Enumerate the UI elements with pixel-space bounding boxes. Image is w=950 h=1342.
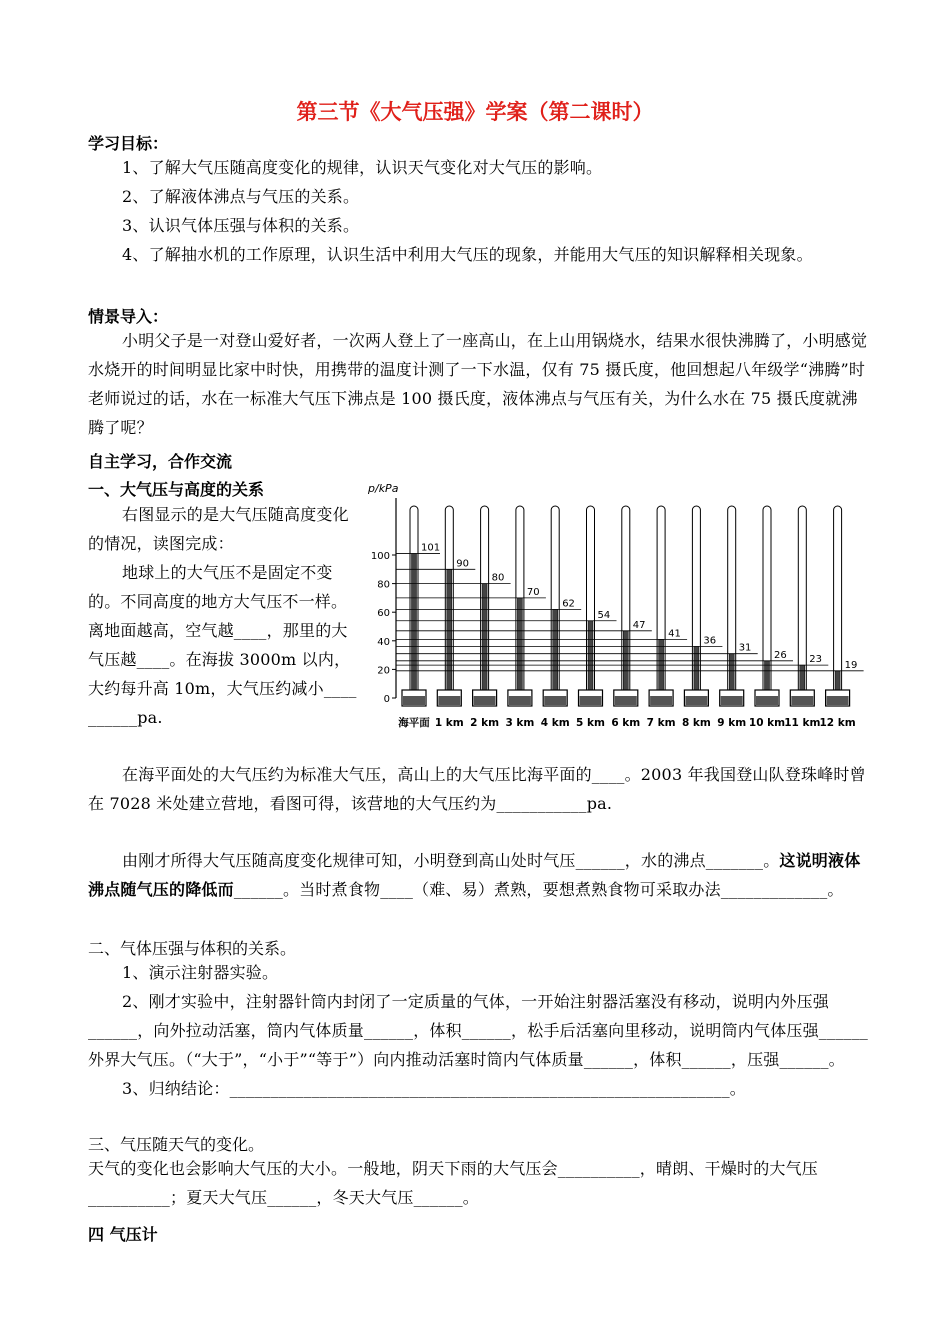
value-label: 41 bbox=[668, 628, 681, 640]
mercury-dish-fill bbox=[403, 696, 425, 705]
pressure-bar bbox=[482, 584, 487, 704]
value-label: 54 bbox=[597, 609, 611, 621]
scene-text: 小明父子是一对登山爱好者，一次两人登上了一座高山，在上山用锅烧水，结果水很快沸腾了，小明感觉水烧开的时间明显比家中时快，用携带的温度计测了一下水温，仅有 75 摄氏度，他回想起八年级学“沸腾”时老师说过的话，水在一标准大气压下沸点是 100 摄氏度，液体沸点与气压有关，为什么水在 75 摄氏度就沸腾了呢？ bbox=[88, 331, 868, 437]
x-category-label: 9 km bbox=[717, 717, 747, 729]
x-category-label: 3 km bbox=[505, 717, 535, 729]
value-label: 101 bbox=[421, 542, 441, 554]
goal-item: 4、了解抽水机的工作原理，认识生活中利用大气压的现象，并能用大气压的知识解释相关现象。 bbox=[122, 245, 813, 264]
x-category-label: 5 km bbox=[576, 717, 605, 729]
section2-heading: 二、气体压强与体积的关系。 bbox=[88, 939, 297, 958]
value-label: 26 bbox=[774, 649, 787, 661]
value-label: 31 bbox=[738, 642, 752, 654]
value-label: 23 bbox=[809, 654, 823, 666]
syringe-item-1: 1、演示注射器实验。 bbox=[122, 963, 279, 982]
value-label: 70 bbox=[526, 586, 540, 598]
mercury-dish-fill bbox=[685, 696, 707, 705]
section4-heading: 四 气压计 bbox=[88, 1225, 158, 1244]
mercury-dish-fill bbox=[544, 696, 566, 705]
x-category-label: 7 km bbox=[646, 717, 676, 729]
x-category-label: 8 km bbox=[681, 717, 711, 729]
value-label: 19 bbox=[844, 659, 858, 671]
mercury-dish-fill bbox=[509, 696, 531, 705]
mercury-dish-fill bbox=[615, 696, 637, 705]
value-label: 47 bbox=[632, 619, 646, 631]
goals-heading: 学习目标： bbox=[88, 134, 169, 153]
mercury-dish-fill bbox=[791, 696, 813, 705]
value-label: 36 bbox=[703, 635, 717, 647]
y-axis-label: p/kPa bbox=[368, 482, 399, 495]
pressure-altitude-chart bbox=[366, 478, 866, 738]
altitude-fill-text: 地球上的大气压不是固定不变的。不同高度的地方大气压不一样。离地面越高，空气越____，那里的大气压越____。在海拔 3000m 以内，大约每升高 10m，大气压约减小__________pa. bbox=[88, 563, 357, 727]
boiling-text-c: ______。当时煮食物____（难、易）煮熟，要想煮熟食物可采取办法_____________。 bbox=[233, 880, 844, 899]
chart-intro-text: 右图显示的是大气压随高度变化的情况，读图完成： bbox=[88, 505, 349, 553]
x-category-label: 4 km bbox=[540, 717, 570, 729]
everest-camp-text: 在海平面处的大气压约为标准大气压，高山上的大气压比海平面的____。2003 年我国登山队登珠峰时曾在 7028 米处建立营地，看图可得，该营地的大气压约为___________pa. bbox=[88, 765, 866, 813]
x-category-label: 海平面 bbox=[398, 717, 430, 729]
pressure-bar bbox=[517, 598, 522, 704]
y-tick-label: 100 bbox=[370, 551, 390, 562]
goal-item: 1、了解大气压随高度变化的规律，认识天气变化对大气压的影响。 bbox=[122, 158, 603, 177]
y-tick-label: 60 bbox=[377, 608, 390, 620]
y-tick-label: 20 bbox=[377, 665, 390, 677]
section3-heading: 三、气压随天气的变化。 bbox=[88, 1135, 265, 1154]
mercury-dish-fill bbox=[580, 696, 602, 705]
boiling-point-text bbox=[88, 846, 868, 904]
x-category-label: 12 km bbox=[819, 717, 856, 729]
value-label: 62 bbox=[562, 598, 575, 610]
syringe-item-2: 2、刚才实验中，注射器针筒内封闭了一定质量的气体，一开始注射器活塞没有移动，说明内外压强______，向外拉动活塞，筒内气体质量______，体积______，松手后活塞向里移动，说明筒内气体压强______外界大气压。（“大于”，“小于”“等于”）向内推动活塞时筒内气体质量______，体积______，压强______。 bbox=[88, 992, 869, 1069]
boiling-text-bold: 这说明液体沸点随气压的降低而 bbox=[88, 851, 861, 899]
x-category-label: 1 km bbox=[434, 717, 464, 729]
mercury-dish-fill bbox=[756, 696, 778, 705]
study-heading: 自主学习，合作交流 bbox=[88, 452, 233, 471]
section2-body bbox=[88, 958, 868, 1103]
mercury-dish-fill bbox=[474, 696, 496, 705]
mercury-dish-fill bbox=[438, 696, 460, 705]
pressure-bar bbox=[412, 554, 417, 704]
value-label: 90 bbox=[456, 558, 470, 570]
x-category-label: 2 km bbox=[470, 717, 500, 729]
value-label: 80 bbox=[491, 572, 505, 584]
scene-heading: 情景导入： bbox=[88, 307, 169, 326]
section1-heading: 一、大气压与高度的关系 bbox=[88, 480, 265, 499]
mercury-dish-fill bbox=[650, 696, 672, 705]
mercury-dish-fill bbox=[721, 696, 743, 705]
weather-text: 天气的变化也会影响大气压的大小。一般地，阴天下雨的大气压会__________，晴朗、干燥时的大气压__________；夏天大气压______，冬天大气压______。 bbox=[88, 1159, 819, 1207]
x-category-label: 10 km bbox=[748, 717, 786, 729]
y-tick-label: 0 bbox=[383, 694, 390, 705]
goals-list bbox=[88, 153, 868, 269]
boiling-text-a: 由刚才所得大气压随高度变化规律可知，小明登到高山处时气压______，水的沸点_______。 bbox=[122, 851, 780, 870]
x-category-label: 6 km bbox=[611, 717, 641, 729]
mercury-dish-fill bbox=[827, 696, 849, 705]
goal-item: 2、了解液体沸点与气压的关系。 bbox=[122, 187, 360, 206]
x-category-label: 11 km bbox=[784, 717, 821, 729]
goal-item: 3、认识气体压强与体积的关系。 bbox=[122, 216, 360, 235]
page-title: 第三节《大气压强》学案（第二课时） bbox=[296, 100, 654, 124]
syringe-item-3: 3、归纳结论：_____________________________________________________________。 bbox=[122, 1079, 746, 1098]
pressure-bar bbox=[447, 569, 452, 704]
y-tick-label: 80 bbox=[377, 579, 390, 591]
y-tick-label: 40 bbox=[377, 636, 390, 648]
section1-left-column bbox=[88, 500, 360, 732]
